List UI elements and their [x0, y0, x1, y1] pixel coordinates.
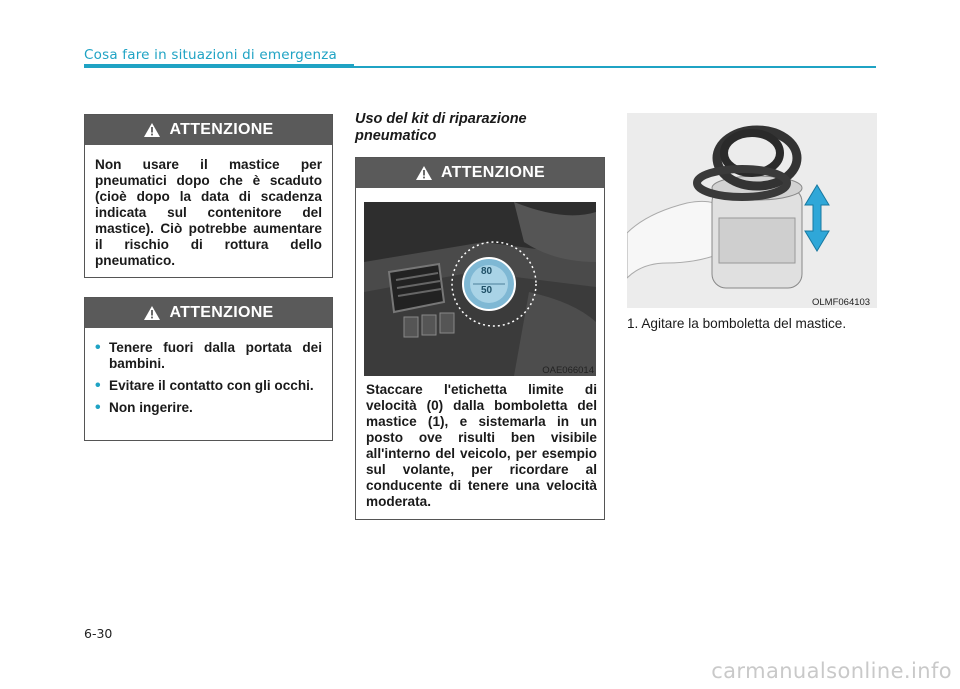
- warning-header: [85, 115, 332, 145]
- dashboard-illustration: [364, 202, 596, 376]
- warning-triangle-icon: [143, 122, 161, 138]
- warning-triangle-icon: [143, 305, 161, 321]
- section-heading: Uso del kit di riparazione pneumatico: [355, 111, 527, 144]
- warning-heading: ATTENZIONE: [169, 304, 274, 321]
- warning-list: [95, 340, 322, 416]
- figure-code: OLMF064103: [812, 297, 871, 308]
- warning-heading: ATTENZIONE: [440, 164, 546, 181]
- warning-list-item: • Tenere fuori dalla portata dei bambini.: [95, 340, 322, 372]
- speed-label-top: 80: [481, 266, 493, 277]
- warning-triangle-icon: [415, 165, 433, 181]
- section-header-title: Cosa fare in situazioni di emergenza: [84, 47, 338, 63]
- warning-box-safety: [84, 297, 333, 441]
- sealant-bottle-drawing: [627, 113, 877, 308]
- warning-heading: ATTENZIONE: [169, 121, 274, 138]
- warning-box-expired-sealant: [84, 114, 333, 278]
- warning-text: Staccare l'etichetta limite di velocità (0) dalla bomboletta del mastice (1), e sistemarla in un posto ove risulti ben visibile all'interno del veicolo, per esempio sul volante, per ricordare al conducente di tenere una velocità moderata.: [366, 382, 597, 509]
- warning-text: Non usare il mastice per pneumatici dopo che è scaduto (cioè dopo la data di scadenza indicata sul contenitore del mastice). Ciò potrebbe aumentare il rischio di rottura dello pneumatico.: [95, 157, 322, 268]
- warning-header: [356, 158, 604, 188]
- header-rule: [84, 66, 876, 68]
- page-number: 6-30: [84, 626, 113, 641]
- figure-code: OAE066014: [542, 365, 594, 376]
- warning-list-item: • Evitare il contatto con gli occhi.: [95, 378, 322, 394]
- warning-list-container: [85, 328, 332, 432]
- warning-box-speed-label: [355, 157, 605, 520]
- warning-list-item: • Non ingerire.: [95, 400, 322, 416]
- sealant-shake-illustration: [627, 113, 877, 308]
- step-instruction: 1. Agitare la bomboletta del mastice.: [627, 316, 847, 331]
- speed-label-bottom: 50: [481, 285, 493, 296]
- warning-header: [85, 298, 332, 328]
- dashboard-drawing: [364, 202, 596, 376]
- watermark: carmanualsonline.info: [711, 659, 952, 683]
